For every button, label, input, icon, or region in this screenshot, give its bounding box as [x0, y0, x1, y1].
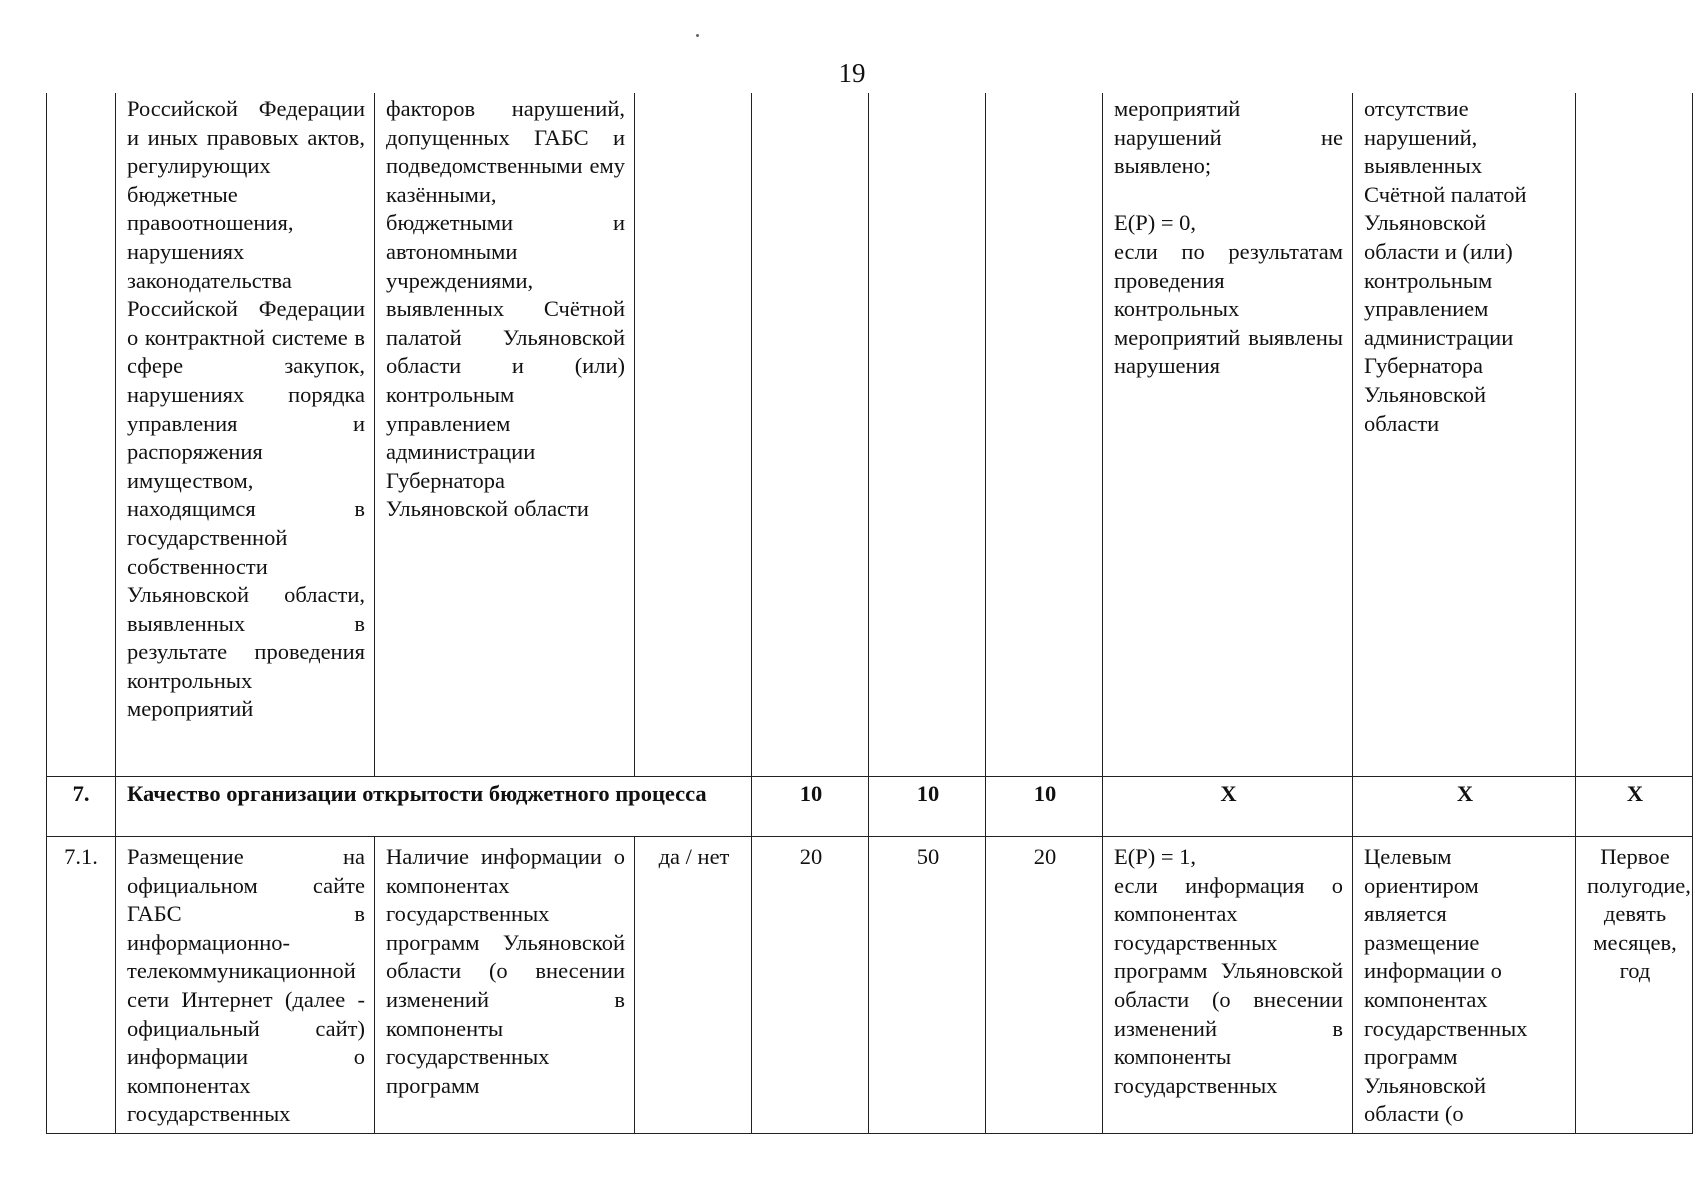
- section-number: 7.: [47, 777, 116, 837]
- row-period: Первое полугодие, девять месяцев, год: [1576, 837, 1693, 1134]
- table-row-section-7: [47, 777, 1693, 837]
- row-weight-1: 20: [752, 837, 869, 1134]
- cell-weight-3: [986, 93, 1103, 777]
- cell-indicator: факторов нарушений, допущенных ГАБС и подведомственными ему казёнными, бюджетными и автономными учреждениями, выявленных Счётной палатой Ульяновской области и (или) контрольным управлением администрации Губернатора Ульяновской области: [375, 93, 635, 777]
- cell-weight-1: [752, 93, 869, 777]
- page-number: 19: [838, 58, 866, 88]
- section-weight-3: 10: [986, 777, 1103, 837]
- cell-period: [1576, 93, 1693, 777]
- section-title: Качество организации открытости бюджетного процесса: [116, 777, 752, 837]
- row-formula: E(P) = 1, если информация о компонентах государственных программ Ульяновской области (о внесении изменений в компоненты государственных: [1103, 837, 1353, 1134]
- cell-number: [47, 93, 116, 777]
- row-weight-2: 50: [869, 837, 986, 1134]
- cell-weight-2: [869, 93, 986, 777]
- section-period-x: X: [1576, 777, 1693, 837]
- row-indicator: Наличие информации о компонентах государственных программ Ульяновской области (о внесении изменений в компоненты государственных программ: [375, 837, 635, 1134]
- row-target: Целевым ориентиром является размещение информации о компонентах государственных программ Ульяновской области (о: [1353, 837, 1576, 1134]
- row-unit: да / нет: [635, 837, 752, 1134]
- cell-criterion-name: Российской Федерации и иных правовых актов, регулирующих бюджетные правоотношения, нарушениях законодательства Российской Федерации о контрактной системе в сфере закупок, нарушениях порядка управления и распоряжения имуществом, находящимся в государственной собственности Ульяновской области, выявленных в результате проведения контрольных мероприятий: [116, 93, 375, 777]
- cell-target: отсутствие нарушений, выявленных Счётной палатой Ульяновской области и (или) контрольным управлением администрации Губернатора Ульяновской области: [1353, 93, 1576, 777]
- table-row-7-1: [47, 837, 1693, 1134]
- scan-artifact-dot: [696, 34, 699, 37]
- section-formula-x: X: [1103, 777, 1353, 837]
- section-target-x: X: [1353, 777, 1576, 837]
- criteria-table: [46, 93, 1693, 1134]
- row-criterion-name: Размещение на официальном сайте ГАБС в информационно-телекоммуникационной сети Интернет (далее - официальный сайт) информации о компонентах государственных: [116, 837, 375, 1134]
- cell-formula: мероприятий нарушений не выявлено; E(P) = 0, если по результатам проведения контрольных мероприятий выявлены нарушения: [1103, 93, 1353, 777]
- table-row-continuation: [47, 93, 1693, 777]
- row-weight-3: 20: [986, 837, 1103, 1134]
- section-weight-2: 10: [869, 777, 986, 837]
- section-weight-1: 10: [752, 777, 869, 837]
- row-number: 7.1.: [47, 837, 116, 1134]
- cell-unit: [635, 93, 752, 777]
